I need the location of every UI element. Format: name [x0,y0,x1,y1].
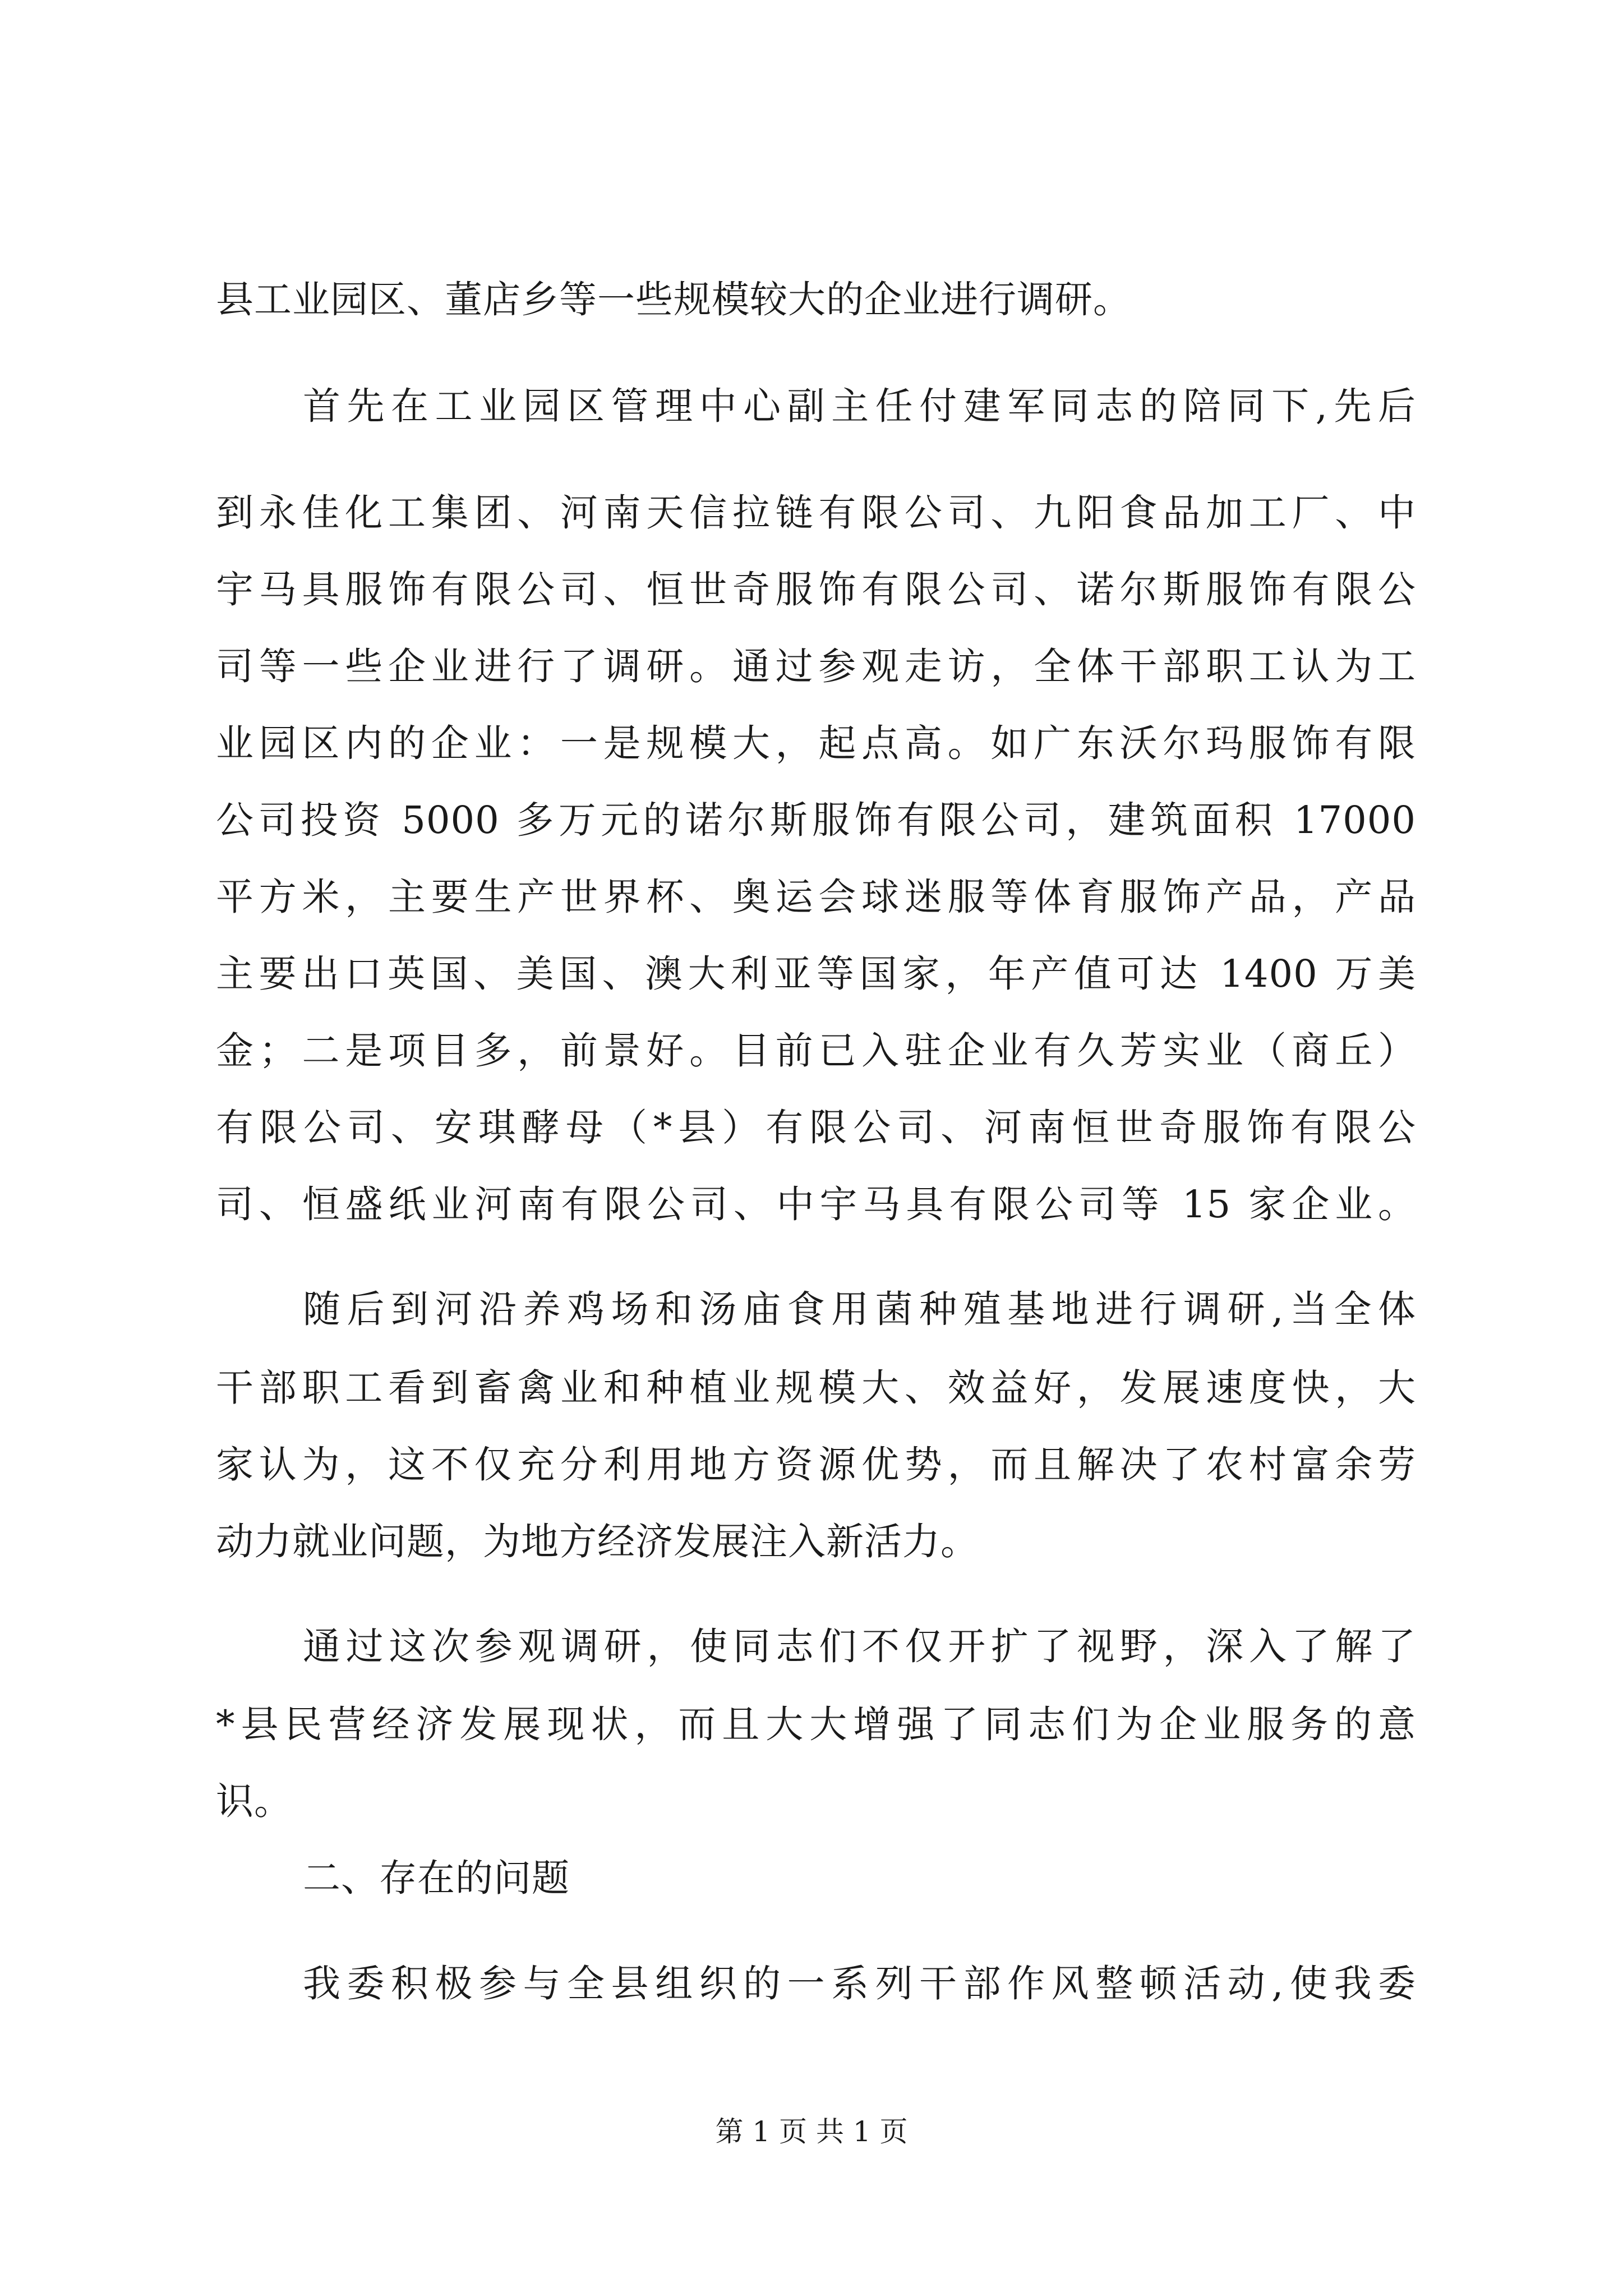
paragraph-line-11: 有限公司、安琪酵母（*县）有限公司、河南恒世奇服饰有限公 [216,1106,1416,1149]
paragraph-line-10: 金；二是项目多，前景好。目前已入驻企业有久芳实业（商丘） [216,1029,1416,1073]
paragraph-line-5: 司等一些企业进行了调研。通过参观走访，全体干部职工认为工 [216,645,1416,688]
paragraph-line-4: 宇马具服饰有限公司、恒世奇服饰有限公司、诺尔斯服饰有限公 [216,568,1416,611]
paragraph-line-16: 动力就业问题，为地方经济发展注入新活力。 [216,1520,979,1563]
section-heading: 二、存在的问题 [303,1856,570,1900]
paragraph-line-6: 业园区内的企业：一是规模大，起点高。如广东沃尔玛服饰有限 [216,721,1416,765]
paragraph-line-14: 干部职工看到畜禽业和种植业规模大、效益好，发展速度快，大 [216,1366,1416,1410]
paragraph-line-8: 平方米，主要生产世界杯、奥运会球迷服等体育服饰产品，产品 [216,875,1416,919]
paragraph-line-18: *县民营经济发展现状，而且大大增强了同志们为企业服务的意 [216,1703,1416,1746]
paragraph-line-17: 通过这次参观调研，使同志们不仅开扩了视野，深入了解了 [303,1625,1416,1668]
paragraph-line-7: 公司投资 5000 多万元的诺尔斯服饰有限公司，建筑面积 17000 [216,798,1416,842]
paragraph-line-2: 首先在工业园区管理中心副主任付建军同志的陪同下,先后 [303,384,1416,428]
paragraph-line-9: 主要出口英国、美国、澳大利亚等国家，年产值可达 1400 万美 [216,952,1416,996]
paragraph-line-3: 到永佳化工集团、河南天信拉链有限公司、九阳食品加工厂、中 [216,491,1416,535]
paragraph-line-19: 识。 [216,1779,292,1823]
paragraph-line-21: 我委积极参与全县组织的一系列干部作风整顿活动,使我委 [303,1962,1416,2005]
paragraph-line-12: 司、恒盛纸业河南有限公司、中宇马具有限公司等 15 家企业。 [216,1182,1416,1226]
paragraph-line-15: 家认为，这不仅充分利用地方资源优势，而且解决了农村富余劳 [216,1443,1416,1487]
page-number-footer: 第 1 页 共 1 页 [715,2115,908,2148]
paragraph-line-1: 县工业园区、董店乡等一些规模较大的企业进行调研。 [216,278,1131,321]
paragraph-line-13: 随后到河沿养鸡场和汤庙食用菌种殖基地进行调研,当全体 [303,1287,1416,1331]
